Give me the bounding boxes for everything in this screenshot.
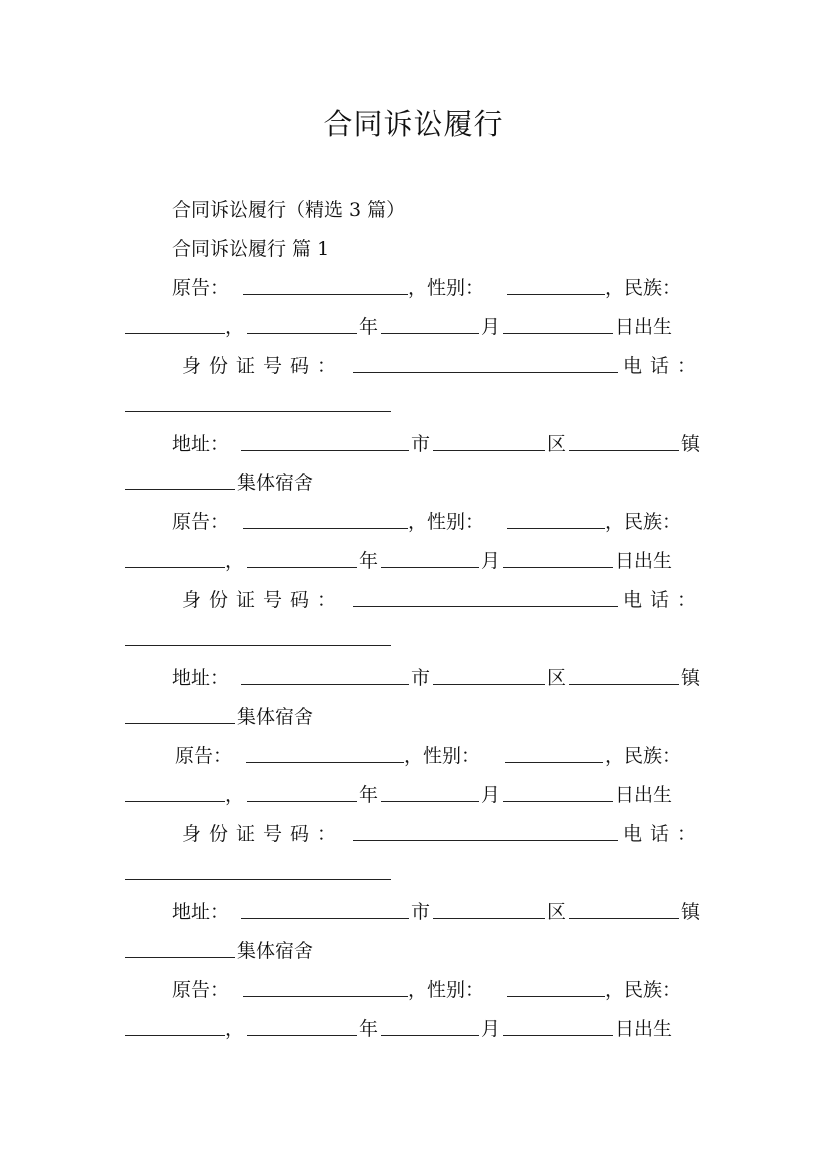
day-blank[interactable] xyxy=(503,783,613,802)
intro-line: 合同诉讼履行（精选 3 篇） xyxy=(172,199,406,221)
birth-line-1 xyxy=(125,315,705,339)
ethnicity-label: ，民族： xyxy=(605,511,682,533)
id-label: 身份证号码： xyxy=(182,823,345,845)
district-label: 区 xyxy=(547,667,567,689)
address-line-3 xyxy=(125,900,705,924)
year-label: 年 xyxy=(359,1018,379,1040)
phone-label: 电话： xyxy=(623,589,705,611)
day-blank[interactable] xyxy=(503,549,613,568)
id-line-2 xyxy=(125,588,705,612)
gender-label: ，性别： xyxy=(404,745,481,767)
plaintiff-name-blank[interactable] xyxy=(243,978,408,997)
month-blank[interactable] xyxy=(381,783,479,802)
district-label: 区 xyxy=(547,433,567,455)
district-blank[interactable] xyxy=(433,900,545,919)
ethnicity-blank[interactable] xyxy=(125,1017,225,1036)
dorm-line-2 xyxy=(125,705,705,729)
month-label: 月 xyxy=(481,550,501,572)
year-label: 年 xyxy=(359,316,379,338)
plaintiff-label: 原告： xyxy=(172,511,230,533)
birth-label: 日出生 xyxy=(615,1018,673,1040)
address-label: 地址： xyxy=(172,901,230,923)
id-line-1 xyxy=(125,354,705,378)
id-blank[interactable] xyxy=(353,354,618,373)
phone-line-1 xyxy=(125,393,705,417)
year-label: 年 xyxy=(359,550,379,572)
plaintiff-label: 原告： xyxy=(172,979,230,1001)
dorm-blank[interactable] xyxy=(125,471,235,490)
id-blank[interactable] xyxy=(353,588,618,607)
year-label: 年 xyxy=(359,784,379,806)
dorm-blank[interactable] xyxy=(125,939,235,958)
year-blank[interactable] xyxy=(247,549,357,568)
document-title: 合同诉讼履行 xyxy=(323,107,504,141)
town-label: 镇 xyxy=(681,667,701,689)
month-blank[interactable] xyxy=(381,315,479,334)
gender-label: ，性别： xyxy=(408,979,485,1001)
plaintiff-line-3 xyxy=(125,744,705,768)
plaintiff-line-1 xyxy=(125,276,705,300)
gender-blank[interactable] xyxy=(505,744,603,763)
month-blank[interactable] xyxy=(381,1017,479,1036)
city-blank[interactable] xyxy=(241,900,409,919)
month-blank[interactable] xyxy=(381,549,479,568)
district-blank[interactable] xyxy=(433,432,545,451)
town-blank[interactable] xyxy=(569,432,679,451)
birth-line-4 xyxy=(125,1017,705,1041)
gender-blank[interactable] xyxy=(507,978,605,997)
city-label: 市 xyxy=(411,901,431,923)
dorm-blank[interactable] xyxy=(125,705,235,724)
phone-blank[interactable] xyxy=(125,861,391,880)
phone-label: 电话： xyxy=(623,355,705,377)
address-label: 地址： xyxy=(172,433,230,455)
city-blank[interactable] xyxy=(241,432,409,451)
dorm-label: 集体宿舍 xyxy=(237,472,314,494)
town-blank[interactable] xyxy=(569,900,679,919)
section-heading: 合同诉讼履行 篇 1 xyxy=(172,238,330,260)
dorm-line-1 xyxy=(125,471,705,495)
gender-blank[interactable] xyxy=(507,510,605,529)
comma: ， xyxy=(225,316,245,338)
gender-label: ，性别： xyxy=(408,511,485,533)
address-line-1 xyxy=(125,432,705,456)
dorm-line-3 xyxy=(125,939,705,963)
gender-blank[interactable] xyxy=(507,276,605,295)
year-blank[interactable] xyxy=(247,783,357,802)
birth-label: 日出生 xyxy=(615,784,673,806)
city-label: 市 xyxy=(411,667,431,689)
birth-label: 日出生 xyxy=(615,550,673,572)
birth-line-2 xyxy=(125,549,705,573)
phone-line-2 xyxy=(125,627,705,651)
plaintiff-label: 原告： xyxy=(172,277,230,299)
month-label: 月 xyxy=(481,1018,501,1040)
year-blank[interactable] xyxy=(247,315,357,334)
birth-line-3 xyxy=(125,783,705,807)
phone-line-3 xyxy=(125,861,705,885)
gender-label: ，性别： xyxy=(408,277,485,299)
plaintiff-label: 原告： xyxy=(175,745,233,767)
comma: ， xyxy=(225,784,245,806)
comma: ， xyxy=(225,1018,245,1040)
year-blank[interactable] xyxy=(247,1017,357,1036)
ethnicity-blank[interactable] xyxy=(125,549,225,568)
district-label: 区 xyxy=(547,901,567,923)
id-label: 身份证号码： xyxy=(182,589,345,611)
birth-label: 日出生 xyxy=(615,316,673,338)
month-label: 月 xyxy=(481,316,501,338)
dorm-label: 集体宿舍 xyxy=(237,706,314,728)
plaintiff-name-blank[interactable] xyxy=(243,510,408,529)
town-label: 镇 xyxy=(681,433,701,455)
plaintiff-line-2 xyxy=(125,510,705,534)
town-blank[interactable] xyxy=(569,666,679,685)
comma: ， xyxy=(225,550,245,572)
ethnicity-blank[interactable] xyxy=(125,315,225,334)
ethnicity-label: ，民族： xyxy=(605,277,682,299)
plaintiff-name-blank[interactable] xyxy=(243,276,408,295)
plaintiff-line-4 xyxy=(125,978,705,1002)
dorm-label: 集体宿舍 xyxy=(237,940,314,962)
phone-blank[interactable] xyxy=(125,393,391,412)
month-label: 月 xyxy=(481,784,501,806)
address-line-2 xyxy=(125,666,705,690)
plaintiff-name-blank[interactable] xyxy=(246,744,404,763)
city-label: 市 xyxy=(411,433,431,455)
id-label: 身份证号码： xyxy=(182,355,345,377)
ethnicity-label: ，民族： xyxy=(605,745,682,767)
ethnicity-label: ，民族： xyxy=(605,979,682,1001)
city-blank[interactable] xyxy=(241,666,409,685)
day-blank[interactable] xyxy=(503,1017,613,1036)
id-line-3 xyxy=(125,822,705,846)
town-label: 镇 xyxy=(681,901,701,923)
address-label: 地址： xyxy=(172,667,230,689)
phone-label: 电话： xyxy=(623,823,705,845)
day-blank[interactable] xyxy=(503,315,613,334)
district-blank[interactable] xyxy=(433,666,545,685)
id-blank[interactable] xyxy=(353,822,618,841)
phone-blank[interactable] xyxy=(125,627,391,646)
ethnicity-blank[interactable] xyxy=(125,783,225,802)
